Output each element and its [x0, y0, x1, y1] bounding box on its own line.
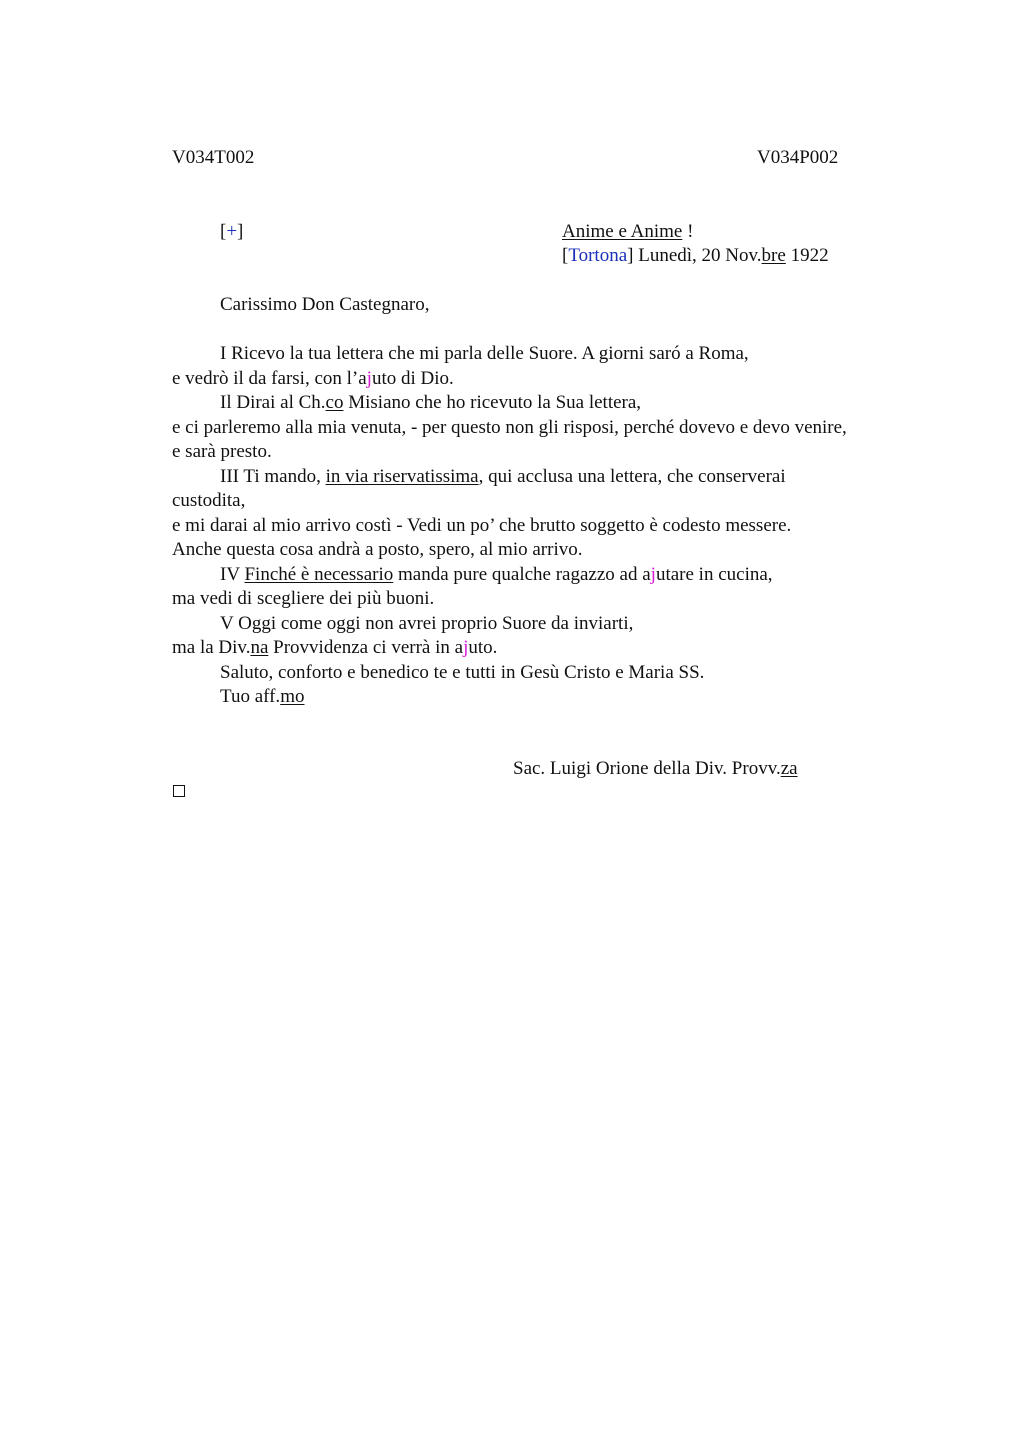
highlighted-letter: j	[463, 637, 469, 658]
highlighted-letter: j	[366, 367, 372, 389]
letter-title	[562, 220, 693, 244]
text-run: manda pure qualche ragazzo ad a	[393, 563, 651, 585]
paragraph-1-line-2	[172, 367, 862, 392]
place-close-bracket: ]	[627, 245, 634, 266]
date-month-suffix: bre	[761, 245, 786, 266]
underlined-phrase: Finché è necessario	[244, 563, 394, 585]
highlighted-letter: j	[650, 563, 656, 585]
document-code-right: V034P002	[757, 147, 839, 168]
text-run: uto.	[468, 637, 498, 658]
date-start: Lunedì, 20 Nov.	[633, 245, 762, 266]
signature-suffix: za	[780, 758, 798, 779]
empty-square-icon	[173, 785, 185, 797]
text-run: uto di Dio.	[371, 367, 454, 389]
paragraph-4-line-1	[172, 563, 862, 588]
paragraph-4-line-2: ma vedi di scegliere dei più buoni.	[172, 588, 435, 609]
text-run: Provvidenza ci verrà in a	[268, 637, 464, 658]
date-year: 1922	[785, 245, 829, 266]
underlined-abbrev: mo	[280, 686, 305, 707]
salutation: Carissimo Don Castegnaro,	[220, 294, 430, 315]
text-run: Il Dirai al Ch.	[220, 392, 326, 413]
text-run: ma la Div.	[172, 637, 251, 658]
letter-title-text: Anime e Anime	[562, 221, 683, 242]
paragraph-5-line-1: V Oggi come oggi non avrei proprio Suore da inviarti,	[220, 612, 634, 634]
closing-blessing: Saluto, conforto e benedico te e tutti in Gesù Cristo e Maria SS.	[220, 661, 705, 683]
letter-place-date	[562, 244, 829, 268]
cross-close-bracket: ]	[237, 221, 244, 242]
paragraph-5-line-2	[172, 636, 862, 661]
letter-title-suffix: !	[682, 221, 694, 242]
place-name: Tortona	[568, 245, 628, 266]
signature-text: Sac. Luigi Orione della Div. Provv.	[513, 758, 781, 779]
paragraph-2-line-1	[172, 391, 862, 416]
cross-mark	[220, 220, 243, 244]
cross-icon: +	[226, 221, 238, 242]
underlined-abbrev: na	[250, 637, 269, 658]
paragraph-3-line-3: Anche questa cosa andrà a posto, spero, al mio arrivo.	[172, 539, 583, 560]
text-run: e vedrò il da farsi, con l’a	[172, 367, 367, 389]
paragraph-3-line-2: e mi darai al mio arrivo costì - Vedi un po’ che brutto soggetto è codesto messere.	[172, 514, 792, 536]
text-run: utare in cucina,	[655, 563, 773, 585]
text-run: Misiano che ho ricevuto la Sua lettera,	[343, 392, 642, 413]
text-run: , qui acclusa una lettera, che conserverai custodita,	[172, 465, 786, 511]
paragraph-3-line-1	[172, 465, 862, 514]
signature	[513, 757, 798, 781]
document-code-left: V034T002	[172, 147, 255, 168]
paragraph-2-line-2: e ci parleremo alla mia venuta, - per questo non gli risposi, perché dovevo e devo venire,	[172, 416, 847, 438]
underlined-abbrev: co	[325, 392, 344, 413]
closing-yours	[172, 685, 862, 710]
underlined-phrase: in via riservatissima	[325, 465, 479, 487]
text-run: Tuo aff.	[220, 686, 281, 707]
letter-body	[172, 342, 862, 710]
place-open-bracket: [	[562, 245, 569, 266]
paragraph-2-line-3: e sarà presto.	[172, 441, 272, 462]
text-run: III Ti mando,	[220, 465, 326, 487]
text-run: IV	[220, 563, 245, 585]
cross-open-bracket: [	[220, 221, 227, 242]
paragraph-1-line-1: I Ricevo la tua lettera che mi parla delle Suore. A giorni saró a Roma,	[220, 343, 749, 364]
